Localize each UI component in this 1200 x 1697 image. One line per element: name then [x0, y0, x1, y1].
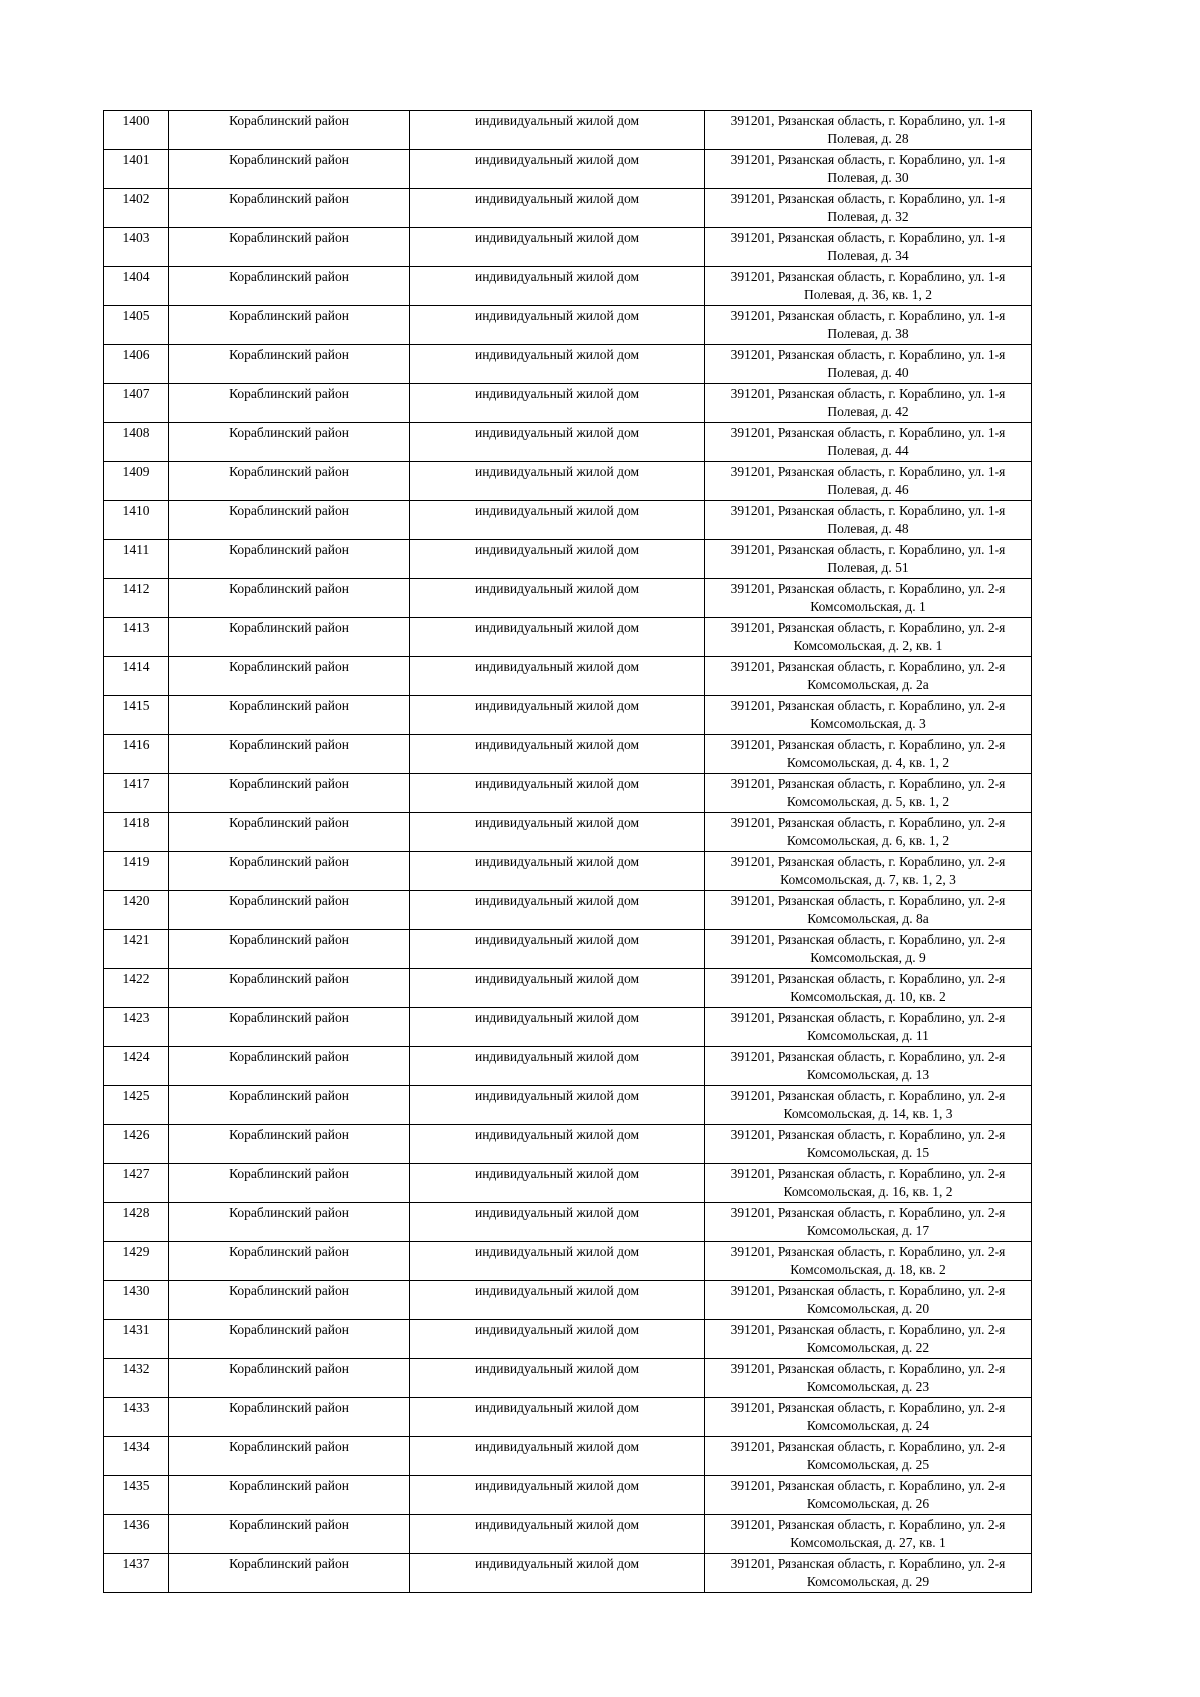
table-row — [104, 189, 1032, 228]
row-number-cell: 1410 — [104, 501, 169, 540]
row-number-cell: 1434 — [104, 1437, 169, 1476]
table-body — [104, 111, 1032, 1593]
address-cell: 391201, Рязанская область, г. Кораблино, ул. 1-я Полевая, д. 32 — [705, 189, 1032, 228]
row-number-cell: 1422 — [104, 969, 169, 1008]
object-type-cell: индивидуальный жилой дом — [410, 579, 705, 618]
address-cell: 391201, Рязанская область, г. Кораблино, ул. 2-я Комсомольская, д. 22 — [705, 1320, 1032, 1359]
object-type-cell: индивидуальный жилой дом — [410, 1281, 705, 1320]
district-cell: Кораблинский район — [169, 891, 410, 930]
table-row — [104, 1281, 1032, 1320]
table-row — [104, 423, 1032, 462]
object-type-cell: индивидуальный жилой дом — [410, 813, 705, 852]
address-cell: 391201, Рязанская область, г. Кораблино, ул. 2-я Комсомольская, д. 29 — [705, 1554, 1032, 1593]
row-number-cell: 1419 — [104, 852, 169, 891]
district-cell: Кораблинский район — [169, 1437, 410, 1476]
object-type-cell: индивидуальный жилой дом — [410, 228, 705, 267]
address-cell: 391201, Рязанская область, г. Кораблино, ул. 2-я Комсомольская, д. 5, кв. 1, 2 — [705, 774, 1032, 813]
row-number-cell: 1435 — [104, 1476, 169, 1515]
table-row — [104, 1476, 1032, 1515]
address-cell: 391201, Рязанская область, г. Кораблино, ул. 1-я Полевая, д. 51 — [705, 540, 1032, 579]
table-row — [104, 267, 1032, 306]
district-cell: Кораблинский район — [169, 423, 410, 462]
district-cell: Кораблинский район — [169, 618, 410, 657]
housing-registry-table — [103, 110, 1032, 1593]
row-number-cell: 1417 — [104, 774, 169, 813]
district-cell: Кораблинский район — [169, 111, 410, 150]
object-type-cell: индивидуальный жилой дом — [410, 1437, 705, 1476]
row-number-cell: 1412 — [104, 579, 169, 618]
table-row — [104, 1086, 1032, 1125]
address-cell: 391201, Рязанская область, г. Кораблино, ул. 2-я Комсомольская, д. 9 — [705, 930, 1032, 969]
district-cell: Кораблинский район — [169, 774, 410, 813]
table-row — [104, 1008, 1032, 1047]
district-cell: Кораблинский район — [169, 813, 410, 852]
table-row — [104, 579, 1032, 618]
table-row — [104, 1515, 1032, 1554]
table-row — [104, 540, 1032, 579]
row-number-cell: 1404 — [104, 267, 169, 306]
row-number-cell: 1408 — [104, 423, 169, 462]
address-cell: 391201, Рязанская область, г. Кораблино, ул. 1-я Полевая, д. 30 — [705, 150, 1032, 189]
district-cell: Кораблинский район — [169, 1398, 410, 1437]
table-row — [104, 1242, 1032, 1281]
object-type-cell: индивидуальный жилой дом — [410, 696, 705, 735]
district-cell: Кораблинский район — [169, 228, 410, 267]
address-cell: 391201, Рязанская область, г. Кораблино, ул. 1-я Полевая, д. 46 — [705, 462, 1032, 501]
district-cell: Кораблинский район — [169, 189, 410, 228]
table-row — [104, 852, 1032, 891]
row-number-cell: 1436 — [104, 1515, 169, 1554]
row-number-cell: 1411 — [104, 540, 169, 579]
table-row — [104, 1554, 1032, 1593]
object-type-cell: индивидуальный жилой дом — [410, 267, 705, 306]
address-cell: 391201, Рязанская область, г. Кораблино, ул. 2-я Комсомольская, д. 2а — [705, 657, 1032, 696]
object-type-cell: индивидуальный жилой дом — [410, 345, 705, 384]
object-type-cell: индивидуальный жилой дом — [410, 1086, 705, 1125]
row-number-cell: 1432 — [104, 1359, 169, 1398]
address-cell: 391201, Рязанская область, г. Кораблино, ул. 2-я Комсомольская, д. 6, кв. 1, 2 — [705, 813, 1032, 852]
address-cell: 391201, Рязанская область, г. Кораблино, ул. 2-я Комсомольская, д. 1 — [705, 579, 1032, 618]
address-cell: 391201, Рязанская область, г. Кораблино, ул. 2-я Комсомольская, д. 14, кв. 1, 3 — [705, 1086, 1032, 1125]
district-cell: Кораблинский район — [169, 1281, 410, 1320]
table-row — [104, 969, 1032, 1008]
address-cell: 391201, Рязанская область, г. Кораблино, ул. 2-я Комсомольская, д. 2, кв. 1 — [705, 618, 1032, 657]
address-cell: 391201, Рязанская область, г. Кораблино, ул. 2-я Комсомольская, д. 26 — [705, 1476, 1032, 1515]
address-cell: 391201, Рязанская область, г. Кораблино, ул. 1-я Полевая, д. 42 — [705, 384, 1032, 423]
row-number-cell: 1433 — [104, 1398, 169, 1437]
table-row — [104, 1125, 1032, 1164]
address-cell: 391201, Рязанская область, г. Кораблино, ул. 1-я Полевая, д. 28 — [705, 111, 1032, 150]
district-cell: Кораблинский район — [169, 1125, 410, 1164]
row-number-cell: 1405 — [104, 306, 169, 345]
district-cell: Кораблинский район — [169, 579, 410, 618]
district-cell: Кораблинский район — [169, 657, 410, 696]
object-type-cell: индивидуальный жилой дом — [410, 1047, 705, 1086]
object-type-cell: индивидуальный жилой дом — [410, 1515, 705, 1554]
object-type-cell: индивидуальный жилой дом — [410, 1554, 705, 1593]
district-cell: Кораблинский район — [169, 696, 410, 735]
row-number-cell: 1402 — [104, 189, 169, 228]
object-type-cell: индивидуальный жилой дом — [410, 306, 705, 345]
row-number-cell: 1418 — [104, 813, 169, 852]
district-cell: Кораблинский район — [169, 852, 410, 891]
address-cell: 391201, Рязанская область, г. Кораблино, ул. 1-я Полевая, д. 48 — [705, 501, 1032, 540]
address-cell: 391201, Рязанская область, г. Кораблино, ул. 2-я Комсомольская, д. 25 — [705, 1437, 1032, 1476]
address-cell: 391201, Рязанская область, г. Кораблино, ул. 1-я Полевая, д. 40 — [705, 345, 1032, 384]
address-cell: 391201, Рязанская область, г. Кораблино, ул. 2-я Комсомольская, д. 17 — [705, 1203, 1032, 1242]
district-cell: Кораблинский район — [169, 969, 410, 1008]
table-row — [104, 1164, 1032, 1203]
district-cell: Кораблинский район — [169, 345, 410, 384]
object-type-cell: индивидуальный жилой дом — [410, 1476, 705, 1515]
row-number-cell: 1421 — [104, 930, 169, 969]
table-row — [104, 345, 1032, 384]
row-number-cell: 1425 — [104, 1086, 169, 1125]
table-row — [104, 696, 1032, 735]
table-row — [104, 813, 1032, 852]
row-number-cell: 1413 — [104, 618, 169, 657]
row-number-cell: 1428 — [104, 1203, 169, 1242]
district-cell: Кораблинский район — [169, 150, 410, 189]
row-number-cell: 1414 — [104, 657, 169, 696]
table-row — [104, 891, 1032, 930]
address-cell: 391201, Рязанская область, г. Кораблино, ул. 2-я Комсомольская, д. 3 — [705, 696, 1032, 735]
district-cell: Кораблинский район — [169, 930, 410, 969]
object-type-cell: индивидуальный жилой дом — [410, 735, 705, 774]
object-type-cell: индивидуальный жилой дом — [410, 423, 705, 462]
district-cell: Кораблинский район — [169, 1203, 410, 1242]
row-number-cell: 1426 — [104, 1125, 169, 1164]
address-cell: 391201, Рязанская область, г. Кораблино, ул. 2-я Комсомольская, д. 7, кв. 1, 2, 3 — [705, 852, 1032, 891]
object-type-cell: индивидуальный жилой дом — [410, 1242, 705, 1281]
object-type-cell: индивидуальный жилой дом — [410, 969, 705, 1008]
district-cell: Кораблинский район — [169, 540, 410, 579]
district-cell: Кораблинский район — [169, 462, 410, 501]
address-cell: 391201, Рязанская область, г. Кораблино, ул. 1-я Полевая, д. 44 — [705, 423, 1032, 462]
row-number-cell: 1429 — [104, 1242, 169, 1281]
object-type-cell: индивидуальный жилой дом — [410, 1203, 705, 1242]
object-type-cell: индивидуальный жилой дом — [410, 852, 705, 891]
object-type-cell: индивидуальный жилой дом — [410, 891, 705, 930]
object-type-cell: индивидуальный жилой дом — [410, 1359, 705, 1398]
object-type-cell: индивидуальный жилой дом — [410, 1008, 705, 1047]
table-row — [104, 1047, 1032, 1086]
object-type-cell: индивидуальный жилой дом — [410, 1125, 705, 1164]
district-cell: Кораблинский район — [169, 1164, 410, 1203]
table-row — [104, 1398, 1032, 1437]
district-cell: Кораблинский район — [169, 1359, 410, 1398]
district-cell: Кораблинский район — [169, 267, 410, 306]
table-row — [104, 1203, 1032, 1242]
object-type-cell: индивидуальный жилой дом — [410, 540, 705, 579]
district-cell: Кораблинский район — [169, 1515, 410, 1554]
row-number-cell: 1423 — [104, 1008, 169, 1047]
row-number-cell: 1420 — [104, 891, 169, 930]
object-type-cell: индивидуальный жилой дом — [410, 1320, 705, 1359]
district-cell: Кораблинский район — [169, 1008, 410, 1047]
address-cell: 391201, Рязанская область, г. Кораблино, ул. 2-я Комсомольская, д. 10, кв. 2 — [705, 969, 1032, 1008]
address-cell: 391201, Рязанская область, г. Кораблино, ул. 2-я Комсомольская, д. 18, кв. 2 — [705, 1242, 1032, 1281]
row-number-cell: 1403 — [104, 228, 169, 267]
object-type-cell: индивидуальный жилой дом — [410, 150, 705, 189]
row-number-cell: 1407 — [104, 384, 169, 423]
address-cell: 391201, Рязанская область, г. Кораблино, ул. 2-я Комсомольская, д. 15 — [705, 1125, 1032, 1164]
row-number-cell: 1400 — [104, 111, 169, 150]
table-row — [104, 150, 1032, 189]
object-type-cell: индивидуальный жилой дом — [410, 501, 705, 540]
object-type-cell: индивидуальный жилой дом — [410, 1164, 705, 1203]
object-type-cell: индивидуальный жилой дом — [410, 1398, 705, 1437]
table-row — [104, 1437, 1032, 1476]
district-cell: Кораблинский район — [169, 1554, 410, 1593]
district-cell: Кораблинский район — [169, 1047, 410, 1086]
district-cell: Кораблинский район — [169, 384, 410, 423]
address-cell: 391201, Рязанская область, г. Кораблино, ул. 2-я Комсомольская, д. 11 — [705, 1008, 1032, 1047]
row-number-cell: 1406 — [104, 345, 169, 384]
object-type-cell: индивидуальный жилой дом — [410, 384, 705, 423]
row-number-cell: 1409 — [104, 462, 169, 501]
object-type-cell: индивидуальный жилой дом — [410, 462, 705, 501]
table-row — [104, 735, 1032, 774]
table-row — [104, 1359, 1032, 1398]
table-row — [104, 306, 1032, 345]
row-number-cell: 1430 — [104, 1281, 169, 1320]
address-cell: 391201, Рязанская область, г. Кораблино, ул. 2-я Комсомольская, д. 23 — [705, 1359, 1032, 1398]
district-cell: Кораблинский район — [169, 1476, 410, 1515]
address-cell: 391201, Рязанская область, г. Кораблино, ул. 2-я Комсомольская, д. 24 — [705, 1398, 1032, 1437]
object-type-cell: индивидуальный жилой дом — [410, 657, 705, 696]
district-cell: Кораблинский район — [169, 306, 410, 345]
row-number-cell: 1401 — [104, 150, 169, 189]
address-cell: 391201, Рязанская область, г. Кораблино, ул. 2-я Комсомольская, д. 13 — [705, 1047, 1032, 1086]
table-row — [104, 1320, 1032, 1359]
table-row — [104, 930, 1032, 969]
district-cell: Кораблинский район — [169, 735, 410, 774]
row-number-cell: 1437 — [104, 1554, 169, 1593]
table-row — [104, 657, 1032, 696]
row-number-cell: 1415 — [104, 696, 169, 735]
district-cell: Кораблинский район — [169, 501, 410, 540]
address-cell: 391201, Рязанская область, г. Кораблино, ул. 1-я Полевая, д. 34 — [705, 228, 1032, 267]
address-cell: 391201, Рязанская область, г. Кораблино, ул. 1-я Полевая, д. 36, кв. 1, 2 — [705, 267, 1032, 306]
object-type-cell: индивидуальный жилой дом — [410, 111, 705, 150]
district-cell: Кораблинский район — [169, 1320, 410, 1359]
table-row — [104, 501, 1032, 540]
table-row — [104, 774, 1032, 813]
row-number-cell: 1431 — [104, 1320, 169, 1359]
address-cell: 391201, Рязанская область, г. Кораблино, ул. 1-я Полевая, д. 38 — [705, 306, 1032, 345]
address-cell: 391201, Рязанская область, г. Кораблино, ул. 2-я Комсомольская, д. 20 — [705, 1281, 1032, 1320]
object-type-cell: индивидуальный жилой дом — [410, 618, 705, 657]
table-row — [104, 111, 1032, 150]
address-cell: 391201, Рязанская область, г. Кораблино, ул. 2-я Комсомольская, д. 8а — [705, 891, 1032, 930]
object-type-cell: индивидуальный жилой дом — [410, 774, 705, 813]
table-row — [104, 228, 1032, 267]
table-row — [104, 462, 1032, 501]
row-number-cell: 1427 — [104, 1164, 169, 1203]
object-type-cell: индивидуальный жилой дом — [410, 189, 705, 228]
table-row — [104, 618, 1032, 657]
row-number-cell: 1424 — [104, 1047, 169, 1086]
table-row — [104, 384, 1032, 423]
address-cell: 391201, Рязанская область, г. Кораблино, ул. 2-я Комсомольская, д. 16, кв. 1, 2 — [705, 1164, 1032, 1203]
row-number-cell: 1416 — [104, 735, 169, 774]
district-cell: Кораблинский район — [169, 1242, 410, 1281]
address-cell: 391201, Рязанская область, г. Кораблино, ул. 2-я Комсомольская, д. 4, кв. 1, 2 — [705, 735, 1032, 774]
district-cell: Кораблинский район — [169, 1086, 410, 1125]
object-type-cell: индивидуальный жилой дом — [410, 930, 705, 969]
address-cell: 391201, Рязанская область, г. Кораблино, ул. 2-я Комсомольская, д. 27, кв. 1 — [705, 1515, 1032, 1554]
